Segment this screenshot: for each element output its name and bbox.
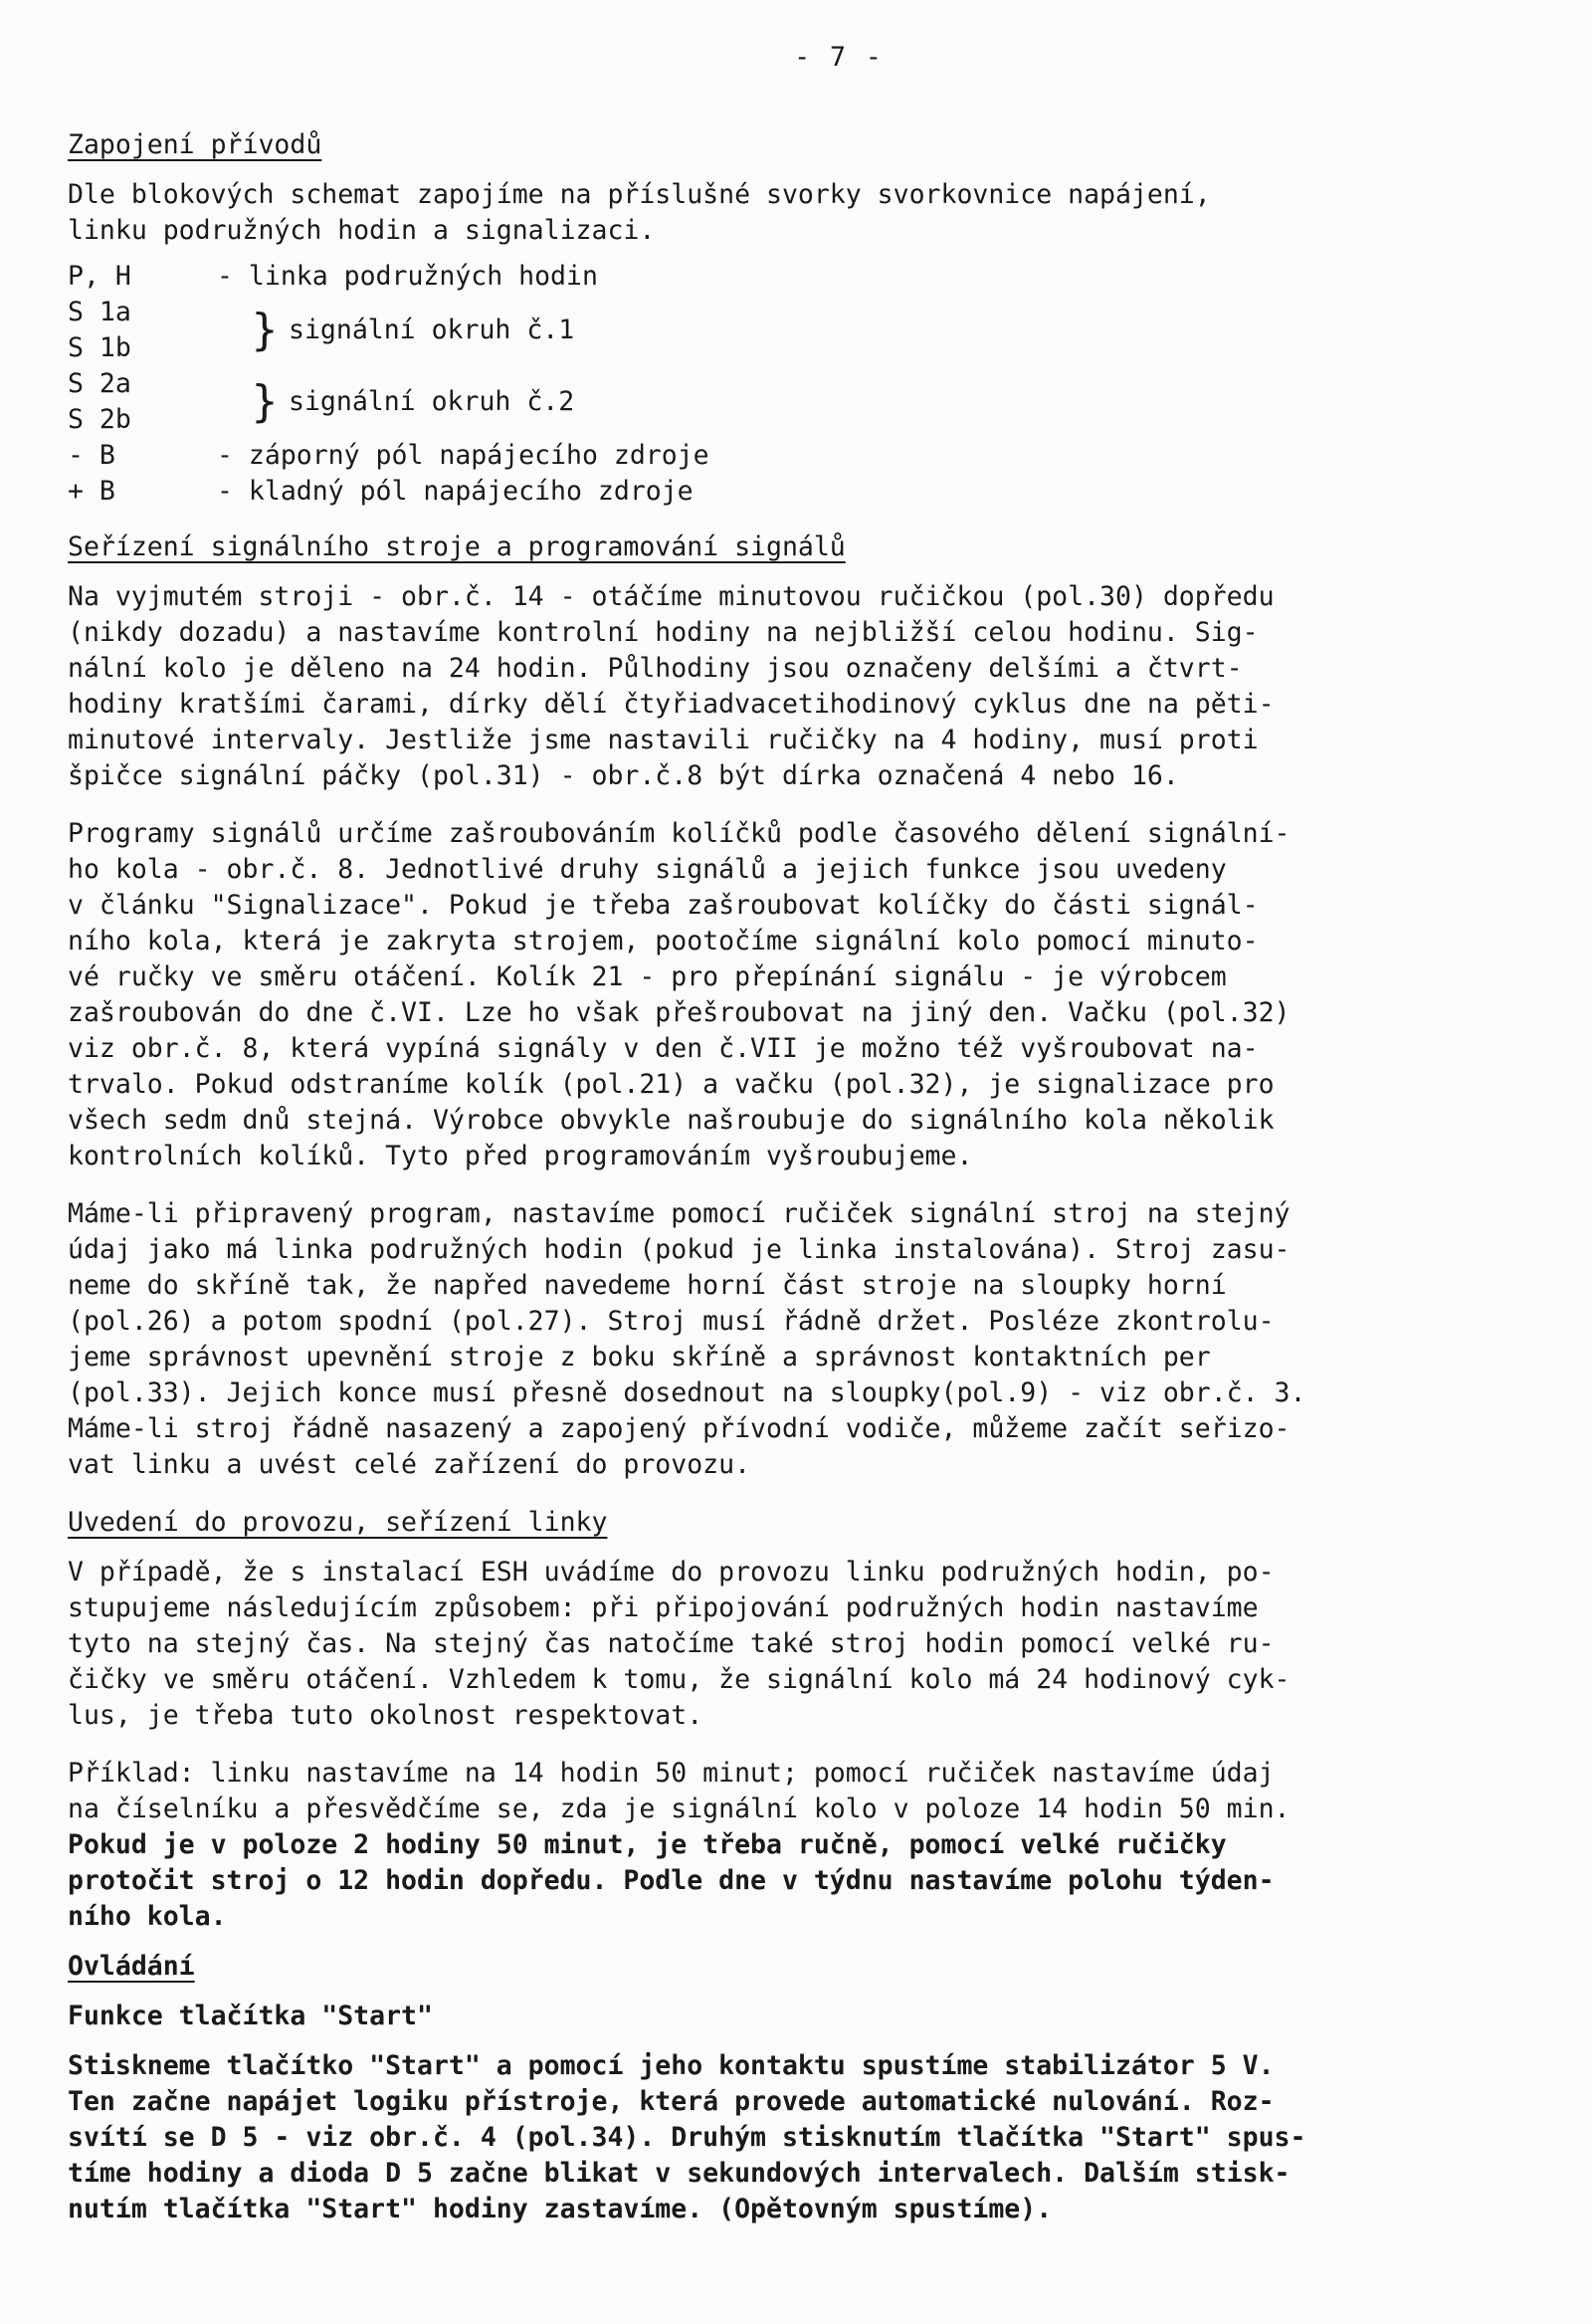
text-line: stupujeme následujícím způsobem: při připojování podružných hodin nastavíme — [68, 1592, 1259, 1623]
text-line: čičky ve směru otáčení. Vzhledem k tomu, že signální kolo má 24 hodinový cyk- — [68, 1664, 1291, 1695]
terminal-code: S 1b — [68, 332, 131, 363]
text-line: nutím tlačítka "Start" hodiny zastavíme. (Opětovným spustíme). — [68, 2194, 1053, 2224]
terminal-code: S 2a — [68, 368, 131, 399]
text-line: Programy signálů určíme zašroubováním kolíčků podle časového dělení signální- — [68, 818, 1291, 849]
text-line: Ten začne napájet logiku přístroje, která provede automatické nulování. Roz- — [68, 2086, 1275, 2117]
terminal-group — [68, 295, 1530, 366]
text-line: (nikdy dozadu) a nastavíme kontrolní hodiny na nejbližší celou hodinu. Sig- — [68, 617, 1259, 648]
terminal-list — [68, 259, 1530, 510]
text-line: kontrolních kolíků. Tyto před programováním vyšroubujeme. — [68, 1141, 973, 1171]
text-line: zašroubován do dne č.VI. Lze ho však přešroubovat na jiný den. Vačku (pol.32) — [68, 997, 1291, 1028]
text-line: protočit stroj o 12 hodin dopředu. Podle dne v týdnu nastavíme polohu týden- — [68, 1865, 1275, 1896]
text-line: Stiskneme tlačítko "Start" a pomocí jeho kontaktu spustíme stabilizátor 5 V. — [68, 2050, 1275, 2081]
terminal-desc: - kladný pól napájecího zdroje — [217, 476, 694, 507]
text-line: vé ručky ve směru otáčení. Kolík 21 - pro přepínání signálu - je výrobcem — [68, 961, 1227, 992]
text-line: (pol.26) a potom spodní (pol.27). Stroj musí řádně držet. Posléze zkontrolu- — [68, 1306, 1275, 1337]
text-line: trvalo. Pokud odstraníme kolík (pol.21) a vačku (pol.32), je signalizace pro — [68, 1069, 1275, 1100]
text-line: údaj jako má linka podružných hodin (pokud je linka instalována). Stroj zasu- — [68, 1234, 1291, 1265]
text-line: minutové intervaly. Jestliže jsme nastavili ručičky na 4 hodiny, musí proti — [68, 725, 1259, 755]
text-line: Pokud je v poloze 2 hodiny 50 minut, je třeba ručně, pomocí velké ručičky — [68, 1829, 1227, 1860]
text-line: nální kolo je děleno na 24 hodin. Půlhodiny jsou označeny delšími a čtvrt- — [68, 653, 1243, 684]
paragraph — [68, 2048, 1530, 2227]
brace-icon: } — [251, 305, 279, 355]
text-line: Máme-li stroj řádně nasazený a zapojený přívodní vodiče, můžeme začít seřizo- — [68, 1413, 1291, 1444]
page-number: - 7 - — [794, 42, 884, 73]
brace-icon: } — [251, 376, 279, 427]
terminal-desc: signální okruh č.1 — [289, 315, 575, 345]
text-line: Na vyjmutém stroji - obr.č. 14 - otáčíme minutovou ručičkou (pol.30) dopředu — [68, 581, 1275, 612]
terminal-code: P, H — [68, 261, 131, 292]
text-line: špičce signální páčky (pol.31) - obr.č.8 být dírka označená 4 nebo 16. — [68, 760, 1179, 791]
text-line: Máme-li připravený program, nastavíme pomocí ručiček signální stroj na stejný — [68, 1198, 1291, 1229]
terminal-code: + B — [68, 476, 115, 507]
text-line: jeme správnost upevnění stroje z boku skříně a správnost kontaktních per — [68, 1342, 1211, 1373]
text-line: V případě, že s instalací ESH uvádíme do provozu linku podružných hodin, po- — [68, 1557, 1275, 1587]
paragraph — [68, 1196, 1530, 1483]
section-heading-connections: Zapojení přívodů — [68, 129, 322, 160]
text-line: Příklad: linku nastavíme na 14 hodin 50 minut; pomocí ručiček nastavíme údaj — [68, 1758, 1275, 1789]
text-line: ního kola, která je zakryta strojem, pootočíme signální kolo pomocí minuto- — [68, 926, 1259, 956]
terminal-row — [68, 259, 1530, 295]
terminal-desc: signální okruh č.2 — [289, 386, 575, 417]
text-line: ho kola - obr.č. 8. Jednotlivé druhy signálů a jejich funkce jsou uvedeny — [68, 854, 1227, 885]
paragraph — [68, 1555, 1530, 1734]
text-line: (pol.33). Jejich konce musí přesně dosednout na sloupky(pol.9) - viz obr.č. 3. — [68, 1377, 1306, 1408]
text-line: ního kola. — [68, 1901, 227, 1932]
text-line: tyto na stejný čas. Na stejný čas natočíme také stroj hodin pomocí velké ru- — [68, 1628, 1275, 1659]
paragraph — [68, 1756, 1530, 1935]
intro-line: Dle blokových schemat zapojíme na příslušné svorky svorkovnice napájení, — [68, 179, 1211, 210]
section-heading-controls: Ovládání — [68, 1951, 195, 1982]
text-line: tíme hodiny a dioda D 5 začne blikat v sekundových intervalech. Dalším stisk- — [68, 2158, 1291, 2189]
terminal-desc: - linka podružných hodin — [217, 261, 598, 292]
section-heading-commissioning: Uvedení do provozu, seřízení linky — [68, 1507, 608, 1538]
paragraph — [68, 579, 1530, 794]
text-line: v článku "Signalizace". Pokud je třeba zašroubovat kolíčky do části signál- — [68, 890, 1259, 921]
terminal-row — [68, 438, 1530, 474]
text-line: viz obr.č. 8, která vypíná signály v den č.VII je možno též vyšroubovat na- — [68, 1033, 1259, 1064]
text-line: všech sedm dnů stejná. Výrobce obvykle našroubuje do signálního kola několik — [68, 1105, 1275, 1136]
text-line: hodiny kratšími čarami, dírky dělí čtyřiadvacetihodinový cyklus dne na pěti- — [68, 689, 1275, 720]
text-line: vat linku a uvést celé zařízení do provozu. — [68, 1449, 751, 1480]
section-heading-adjustment: Seřízení signálního stroje a programování signálů — [68, 531, 846, 562]
text-line: neme do skříně tak, že napřed navedeme horní část stroje na sloupky horní — [68, 1270, 1227, 1301]
terminal-row — [68, 474, 1530, 510]
terminal-code: S 2b — [68, 404, 131, 435]
text-line: lus, je třeba tuto okolnost respektovat. — [68, 1700, 703, 1731]
text-line: svítí se D 5 - viz obr.č. 4 (pol.34). Druhým stisknutím tlačítka "Start" spus- — [68, 2122, 1306, 2153]
terminal-code: - B — [68, 440, 115, 471]
text-line: na číselníku a přesvědčíme se, zda je signální kolo v poloze 14 hodin 50 min. — [68, 1794, 1291, 1824]
subheading-start-button: Funkce tlačítka "Start" — [68, 2001, 433, 2031]
terminal-group — [68, 366, 1530, 438]
terminal-desc: - záporný pól napájecího zdroje — [217, 440, 709, 471]
terminal-code: S 1a — [68, 297, 131, 327]
document-page — [68, 40, 1530, 2227]
paragraph — [68, 816, 1530, 1174]
intro-line: linku podružných hodin a signalizaci. — [68, 215, 656, 246]
